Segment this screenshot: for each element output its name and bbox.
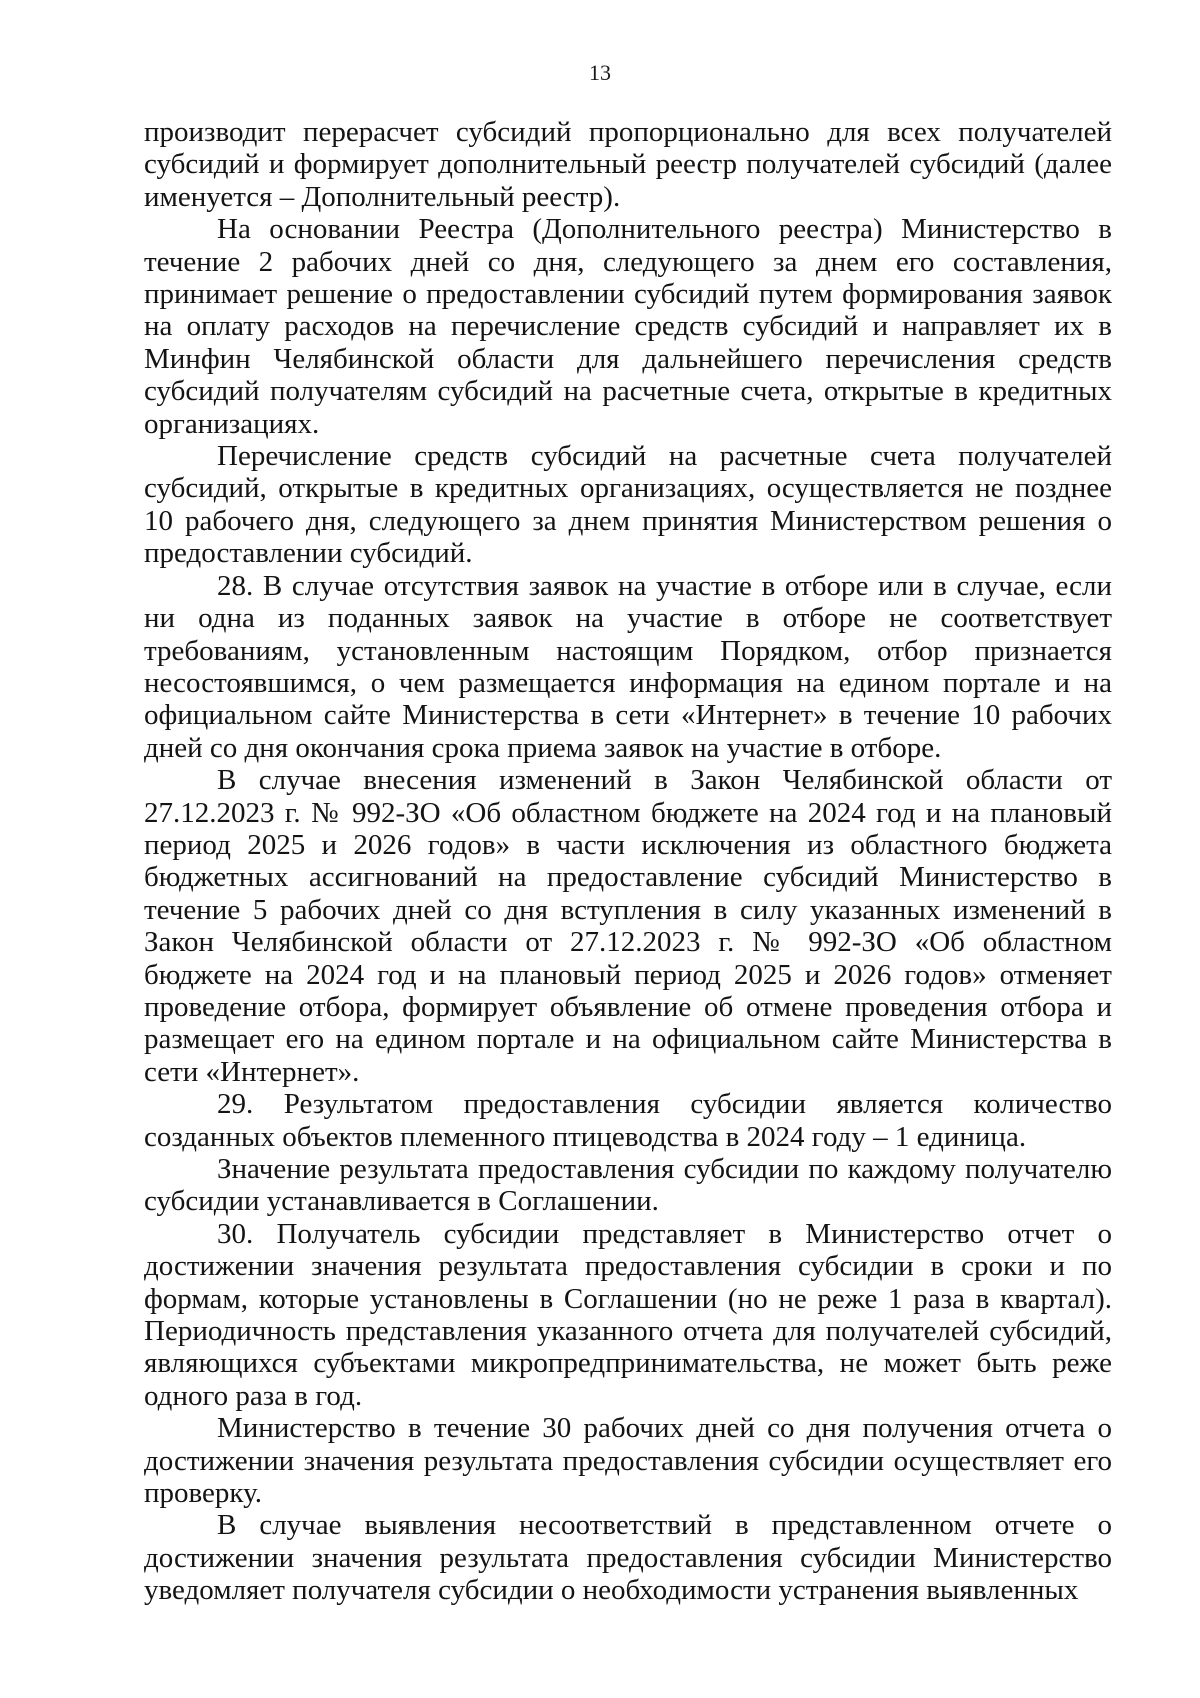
- document-body: [144, 116, 1112, 1607]
- page-number: 13: [589, 60, 611, 85]
- paragraph-discrepancies: В случае выявления несоответствий в представленном отчете о достижении значения результата предоставления субсидии Министерство уведомляет получателя субсидии о необходимости устранения выявленных: [144, 1509, 1112, 1607]
- paragraph-clause-28: 28. В случае отсутствия заявок на участие в отборе или в случае, если ни одна из поданных заявок на участие в отборе не соответствует требованиям, установленным настоящим Порядком, отбор признается несостоявшимся, о чем размещается информация на едином портале и на официальном сайте Министерства в сети «Интернет» в течение 10 рабочих дней со дня окончания срока приема заявок на участие в отборе.: [144, 569, 1112, 764]
- paragraph-registry-decision: На основании Реестра (Дополнительного реестра) Министерство в течение 2 рабочих дней со дня, следующего за днем его составления, принимает решение о предоставлении субсидий путем формирования заявок на оплату расходов на перечисление средств субсидий и направляет их в Минфин Челябинской области для дальнейшего перечисления средств субсидий получателям субсидий на расчетные счета, открытые в кредитных организациях.: [144, 213, 1112, 440]
- paragraph-clause-30: 30. Получатель субсидии представляет в Министерство отчет о достижении значения результата предоставления субсидии в сроки и по формам, которые установлены в Соглашении (но не реже 1 раза в квартал). Периодичность представления указанного отчета для получателей субсидий, являющихся субъектами микропредпринимательства, не может быть реже одного раза в год.: [144, 1217, 1112, 1412]
- paragraph-law-changes: В случае внесения изменений в Закон Челябинской области от 27.12.2023 г. № 992-ЗО «Об областном бюджете на 2024 год и на плановый период 2025 и 2026 годов» в части исключения из областного бюджета бюджетных ассигнований на предоставление субсидий Министерство в течение 5 рабочих дней со дня вступления в силу указанных изменений в Закон Челябинской области от 27.12.2023 г. № 992-ЗО «Об областном бюджете на 2024 год и на плановый период 2025 и 2026 годов» отменяет проведение отбора, формирует объявление об отмене проведения отбора и размещает его на едином портале и на официальном сайте Министерства в сети «Интернет».: [144, 764, 1112, 1088]
- paragraph-report-check: Министерство в течение 30 рабочих дней со дня получения отчета о достижении значения результата предоставления субсидии осуществляет его проверку.: [144, 1412, 1112, 1510]
- paragraph-continuation: производит перерасчет субсидий пропорционально для всех получателей субсидий и формирует дополнительный реестр получателей субсидий (далее именуется – Дополнительный реестр).: [144, 116, 1112, 213]
- paragraph-result-value: Значение результата предоставления субсидии по каждому получателю субсидии устанавливается в Соглашении.: [144, 1153, 1112, 1218]
- paragraph-transfer-deadline: Перечисление средств субсидий на расчетные счета получателей субсидий, открытые в кредитных организациях, осуществляется не позднее 10 рабочего дня, следующего за днем принятия Министерством решения о предоставлении субсидий.: [144, 440, 1112, 570]
- paragraph-clause-29: 29. Результатом предоставления субсидии является количество созданных объектов племенного птицеводства в 2024 году – 1 единица.: [144, 1088, 1112, 1153]
